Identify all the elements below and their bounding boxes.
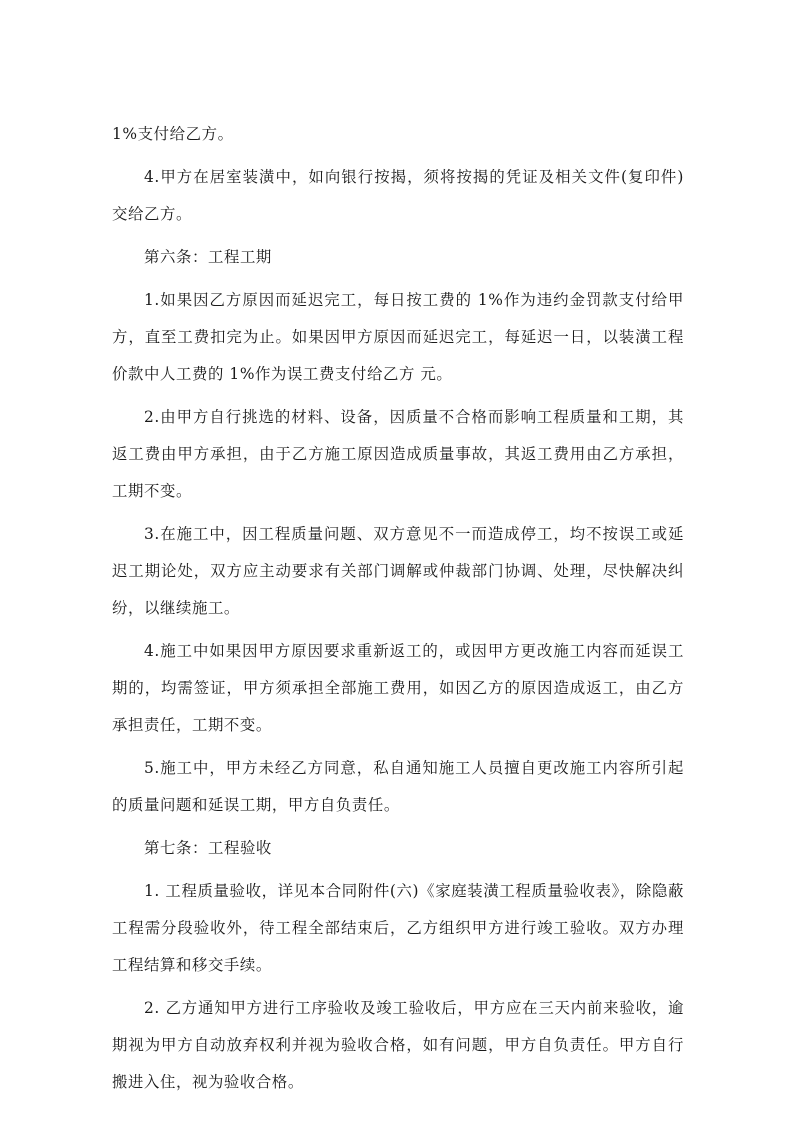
paragraph-acceptance-notice: 2. 乙方通知甲方进行工序验收及竣工验收后，甲方应在三天内前来验收，逾期视为甲方自动放弃权利并视为验收合格，如有问题，甲方自负责任。甲方自行搬进入住，视为验收合格。: [112, 999, 684, 1091]
paragraph-mortgage-clause: 4.甲方在居室装潢中，如向银行按揭，须将按揭的凭证及相关文件(复印件)交给乙方。: [112, 168, 684, 223]
paragraph-unauthorized-change: 5.施工中，甲方未经乙方同意，私自通知施工人员擅自更改施工内容所引起的质量问题和延误工期，甲方自负责任。: [112, 759, 684, 814]
section-heading-schedule: 第六条：工程工期: [144, 248, 272, 266]
section-heading-acceptance: 第七条：工程验收: [144, 839, 272, 857]
paragraph-quality-acceptance: 1. 工程质量验收，详见本合同附件(六)《家庭装潢工程质量验收表》，除隐蔽工程需分段验收外，待工程全部结束后，乙方组织甲方进行竣工验收。双方办理工程结算和移交手续。: [112, 882, 684, 974]
paragraph-payment-tail: 1%支付给乙方。: [112, 125, 234, 143]
paragraph-quality-dispute: 3.在施工中，因工程质量问题、双方意见不一而造成停工，均不按误工或延迟工期论处，双方应主动要求有关部门调解或仲裁部门协调、处理，尽快解决纠纷，以继续施工。: [112, 525, 684, 617]
paragraph-rework-change: 4.施工中如果因甲方原因要求重新返工的，或因甲方更改施工内容而延误工期的，均需签证，甲方须承担全部施工费用，如因乙方的原因造成返工，由乙方承担责任，工期不变。: [112, 642, 684, 734]
paragraph-material-rework: 2.由甲方自行挑选的材料、设备，因质量不合格而影响工程质量和工期，其返工费由甲方承担，由于乙方施工原因造成质量事故，其返工费用由乙方承担，工期不变。: [112, 408, 684, 500]
document-page: [112, 116, 684, 1101]
paragraph-delay-penalty: 1.如果因乙方原因而延迟完工，每日按工费的 1%作为违约金罚款支付给甲方，直至工费扣完为止。如果因甲方原因而延迟完工，每延迟一日，以装潢工程价款中人工费的 1%作为误工费支付给乙方 元。: [112, 291, 684, 383]
